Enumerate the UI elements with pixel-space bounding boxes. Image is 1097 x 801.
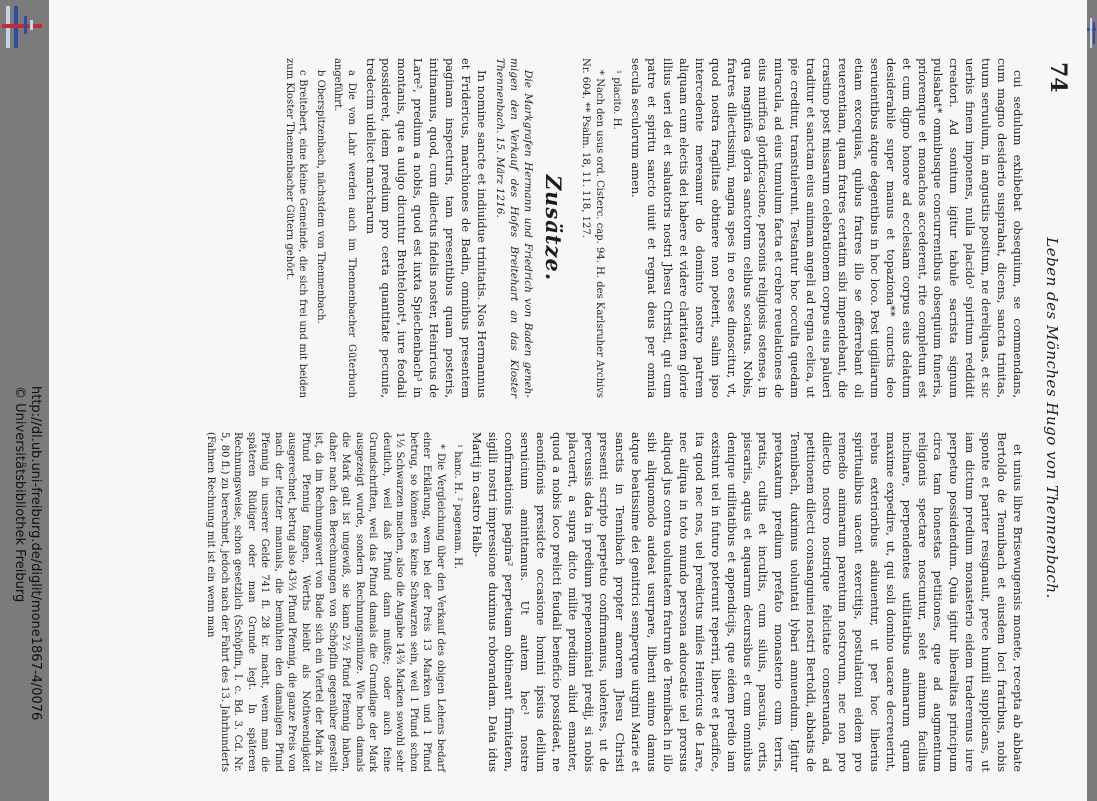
left-column [278, 58, 1025, 398]
right-column [200, 432, 1025, 772]
page-number: 74 [1045, 62, 1071, 93]
copyright-notice: © Universitätsbibliothek Freiburg [12, 386, 27, 603]
source-url-link[interactable]: http://dl.ub.uni-freiburg.de/diglit/mone1867-4/0076 [28, 386, 43, 721]
scanned-page [49, 0, 1087, 801]
section-title: Zusätze. [540, 174, 566, 282]
viewer-right-margin [1087, 0, 1097, 801]
document-footnote: b Oberspitzenbach, nächstdem von Thennenbach. [314, 70, 326, 324]
document-header: Die Markgrafen Hermann und Friedrich von Baden geneh-migen den Verkauf des Hofes Breitehart an das Kloster Thennenbach. 15. März 1216. [493, 58, 534, 398]
running-head [1027, 58, 1071, 778]
document-footnote: a Die von Lahr werden auch im Thennenbacher Güterbuch angeführt. [332, 58, 357, 398]
viewer-left-margin [0, 0, 49, 801]
source-attribution [10, 386, 44, 720]
left-paragraph: cui sedulum exhibebat obsequium, se commendans, cum magno desiderio suspirabat, dicens, sancta trinitas, tuum seruulum, in angustiis positum, ne dereliquas, et sic uerbis finem imponens, nulla placido¹ spiritum reddidit creatori. Ad sonitum igitur tabule sacrista signum pulsabat* omnibusque concurrentibus obsequium funeris, prioremque et monachos accederent, rite completum est et cum digno honore ad ecclesiam corpus eius delatum desiderabile super manus et topaziona** cunctis deo seruientibus atque degentibus in hoc loco. Post uigiliarum etiam excequias, quibus fratres illo se offerrebant oli reuerentiam, quam fratres certatim sibi impendebant, die crastino post missarum celebrationem corpus eius palueri traditur et sanctam eius animam angeli ad regna celica, ut pie creditur, transtulerunt. Testantur hoc occulta quedam miracula, ad eius tumulum facta et crebre reuelationes de eius mirifica glorificacione, personis religiosis ostense, in qua magnifica gloria sanctorum celibus sociatus. Nobis, fratres dilectissimi, magna spes in eo esse dinoscitur, vt, quod nostra fragilitas obtinere non poterit, salim ipso intercedente mereamur do dominto nostro patrem aliquam cum electis dei habere et videre claritatem glorie illius ueri dei et saluatoris nostri Jhesu Christi, qui cum patre et spiritu sancto uiuit et regnat deus per omnia secula seculorum amen. [629, 58, 1025, 398]
left-footnote: ¹ placito. H. [611, 70, 623, 130]
university-logo-icon [2, 6, 42, 48]
running-title: Leben des Mönches Hugo von Thennenbach. [1043, 237, 1061, 599]
right-paragraph: et unius libre Brisewugensis monete, recepta ab abbate Bertoldo de Tennibach et eiusdem loci fratribus, nobis sponte et pariter resignauit, prece humili supplicans, ut iam dictum predium monasterio eidem traderemus iure perpetuo possidendum. Quia igitur liberalitas principum circa tam honestas petitiones, que ad augmentum religionis spectare noscuntur, solet animum facilius inclinare, perpendentes utilitatibus animarum quam maxime expedire, ut, qui soli domino uacare decreuerint, rebus exterioribus adiuuentur, ut per hoc liberius spiritualibus uacent exercitijs, postulationi eidem pro remedio animarum parentum nostrorum, nec non pro dilectio nostro nostrique felicitate conseruanda, ad petitionem dilecti consanguinei nostri Bertoldi, abbatis de Tennibach, duximus uoluntati lybari annuendum. Igitur pretaxatum predium prefato monasterio cum terris, pratis, cultis et incultis, cum siluis, pascuis, ortis, piscariis, aquis et aquarum decursibus et cum omnibus denique utilitatibus et appendicijs, que eidem predio iam existunt uel in futuro poterunt reperiri, libere et pacifice, ita quod nec nos, uel predictus miles Heinricus de Lare, nec aliqua in toto mundo persona aduocatie uel prorsus aliquod jus contra uoluntatem fratrum de Tennibach in illo sibi aliquomodo audeat usurpare, libenti animo damus atque beatissime dei genitrici semperque uirgini Marie et sanctis in Tennibach propter amorem Jhesu Christi presenti scripto perpetuo confirmamus, uolentes, ut de percussis data in predium prepenominati predij, si nobis placuerit, a supra dicto milite predium aliud emanter, quod a nobis loco prelicti feudali beneficio possideat, ne aeonifionis presidcte occasione homini ipsius delilum seruicium aminttamus. Ut autem hec¹ nostre confirmationis pagina² perpetuam obtineant firmitatem, sigilli nostri impressione duximus roborandam. Data idus Martij in castro Halb- [470, 432, 1025, 772]
document-footnote: c Breitebert, eine kleine Gemeinde, die sich frei und mit beiden zum Kloster Thennenbacher Gütern gehört. [283, 58, 309, 398]
left-footnote: * Nach den usus ord. Cisterc. cap. 94. H. des Karlsruher Archivs Nr. 604. ** Psalm. 18, 11. 118, 127. [580, 58, 605, 398]
right-footnote: * Die Vergleichung über den Verkauf des obigen Lehens bedarf einer Erklärung, wenn bei der Preis 13 Marken und 1 Pfund betrug, so können es keine Schwarzen sein, weil 1 Pfund schon 1½ Schwarzen machen, also die Angabe 14⅔ Marken sowohl sehr deutlich, weil daß Pfund dann mußte; oder auch feine Grundschriften, weil das Pfund damals die Grundlage der Mark ausgezeigt wurde, sondern Rechnungsmünze. Wie hoch damals die Mark galt ist ungewiß, sie kann 2½ Pfund Pfennig haben, daher nach den Berechnungen von Schöpflin gegenüber gestellt ist, da im Rechnungswert von Bade sich ein Viertel der Mark zu Pfund Pfennig fangen, Werths bleibt als Nothwendigkeit ausgerechnet, betrug also 43⅓ Pfund Pfennig, die ganze Preis von nach der letzter manuals, die bemühten den damaligen Pfund Pfennig in unserer Gelde 741 fl. 28 kr. macht, wenn man die späteren Rüdiger oder man Grunde legt. In späteren Rechnungsweise, schon gesetzlich (Schöpflin, I. c. Bd. 3. Cd. Nr. 5, 80 fl.) zu berechnet, jedoch nach der Fahrt des 13. Jahrhunderts (Fahnen Rechnung mit ist ein wenn man [205, 432, 446, 772]
document-paragraph: In nomine sancte et indiuidue trinitatis. Nos Hermannus et Fridericus, marchiones de Badin, omnibus presentem paginam inspecturis, tam presentibus quam posteris, intimamus, quod, cum dilectus fidelis noster, Heinricus de Lare², predium a nobis, quod est iuxta Spiechenbach³ in montanis, que a uulgo dicuntur Brehtelonot⁴, iure feodali possideret, idem predium pro certa quantitate pecunie, tredecim uidelicet marcharum [363, 58, 489, 398]
right-footnote: ¹ hanc. H. ² pagenam. H. [452, 444, 464, 570]
partial-logo-icon [1087, 18, 1096, 48]
book-page-rotated [159, 58, 1071, 778]
